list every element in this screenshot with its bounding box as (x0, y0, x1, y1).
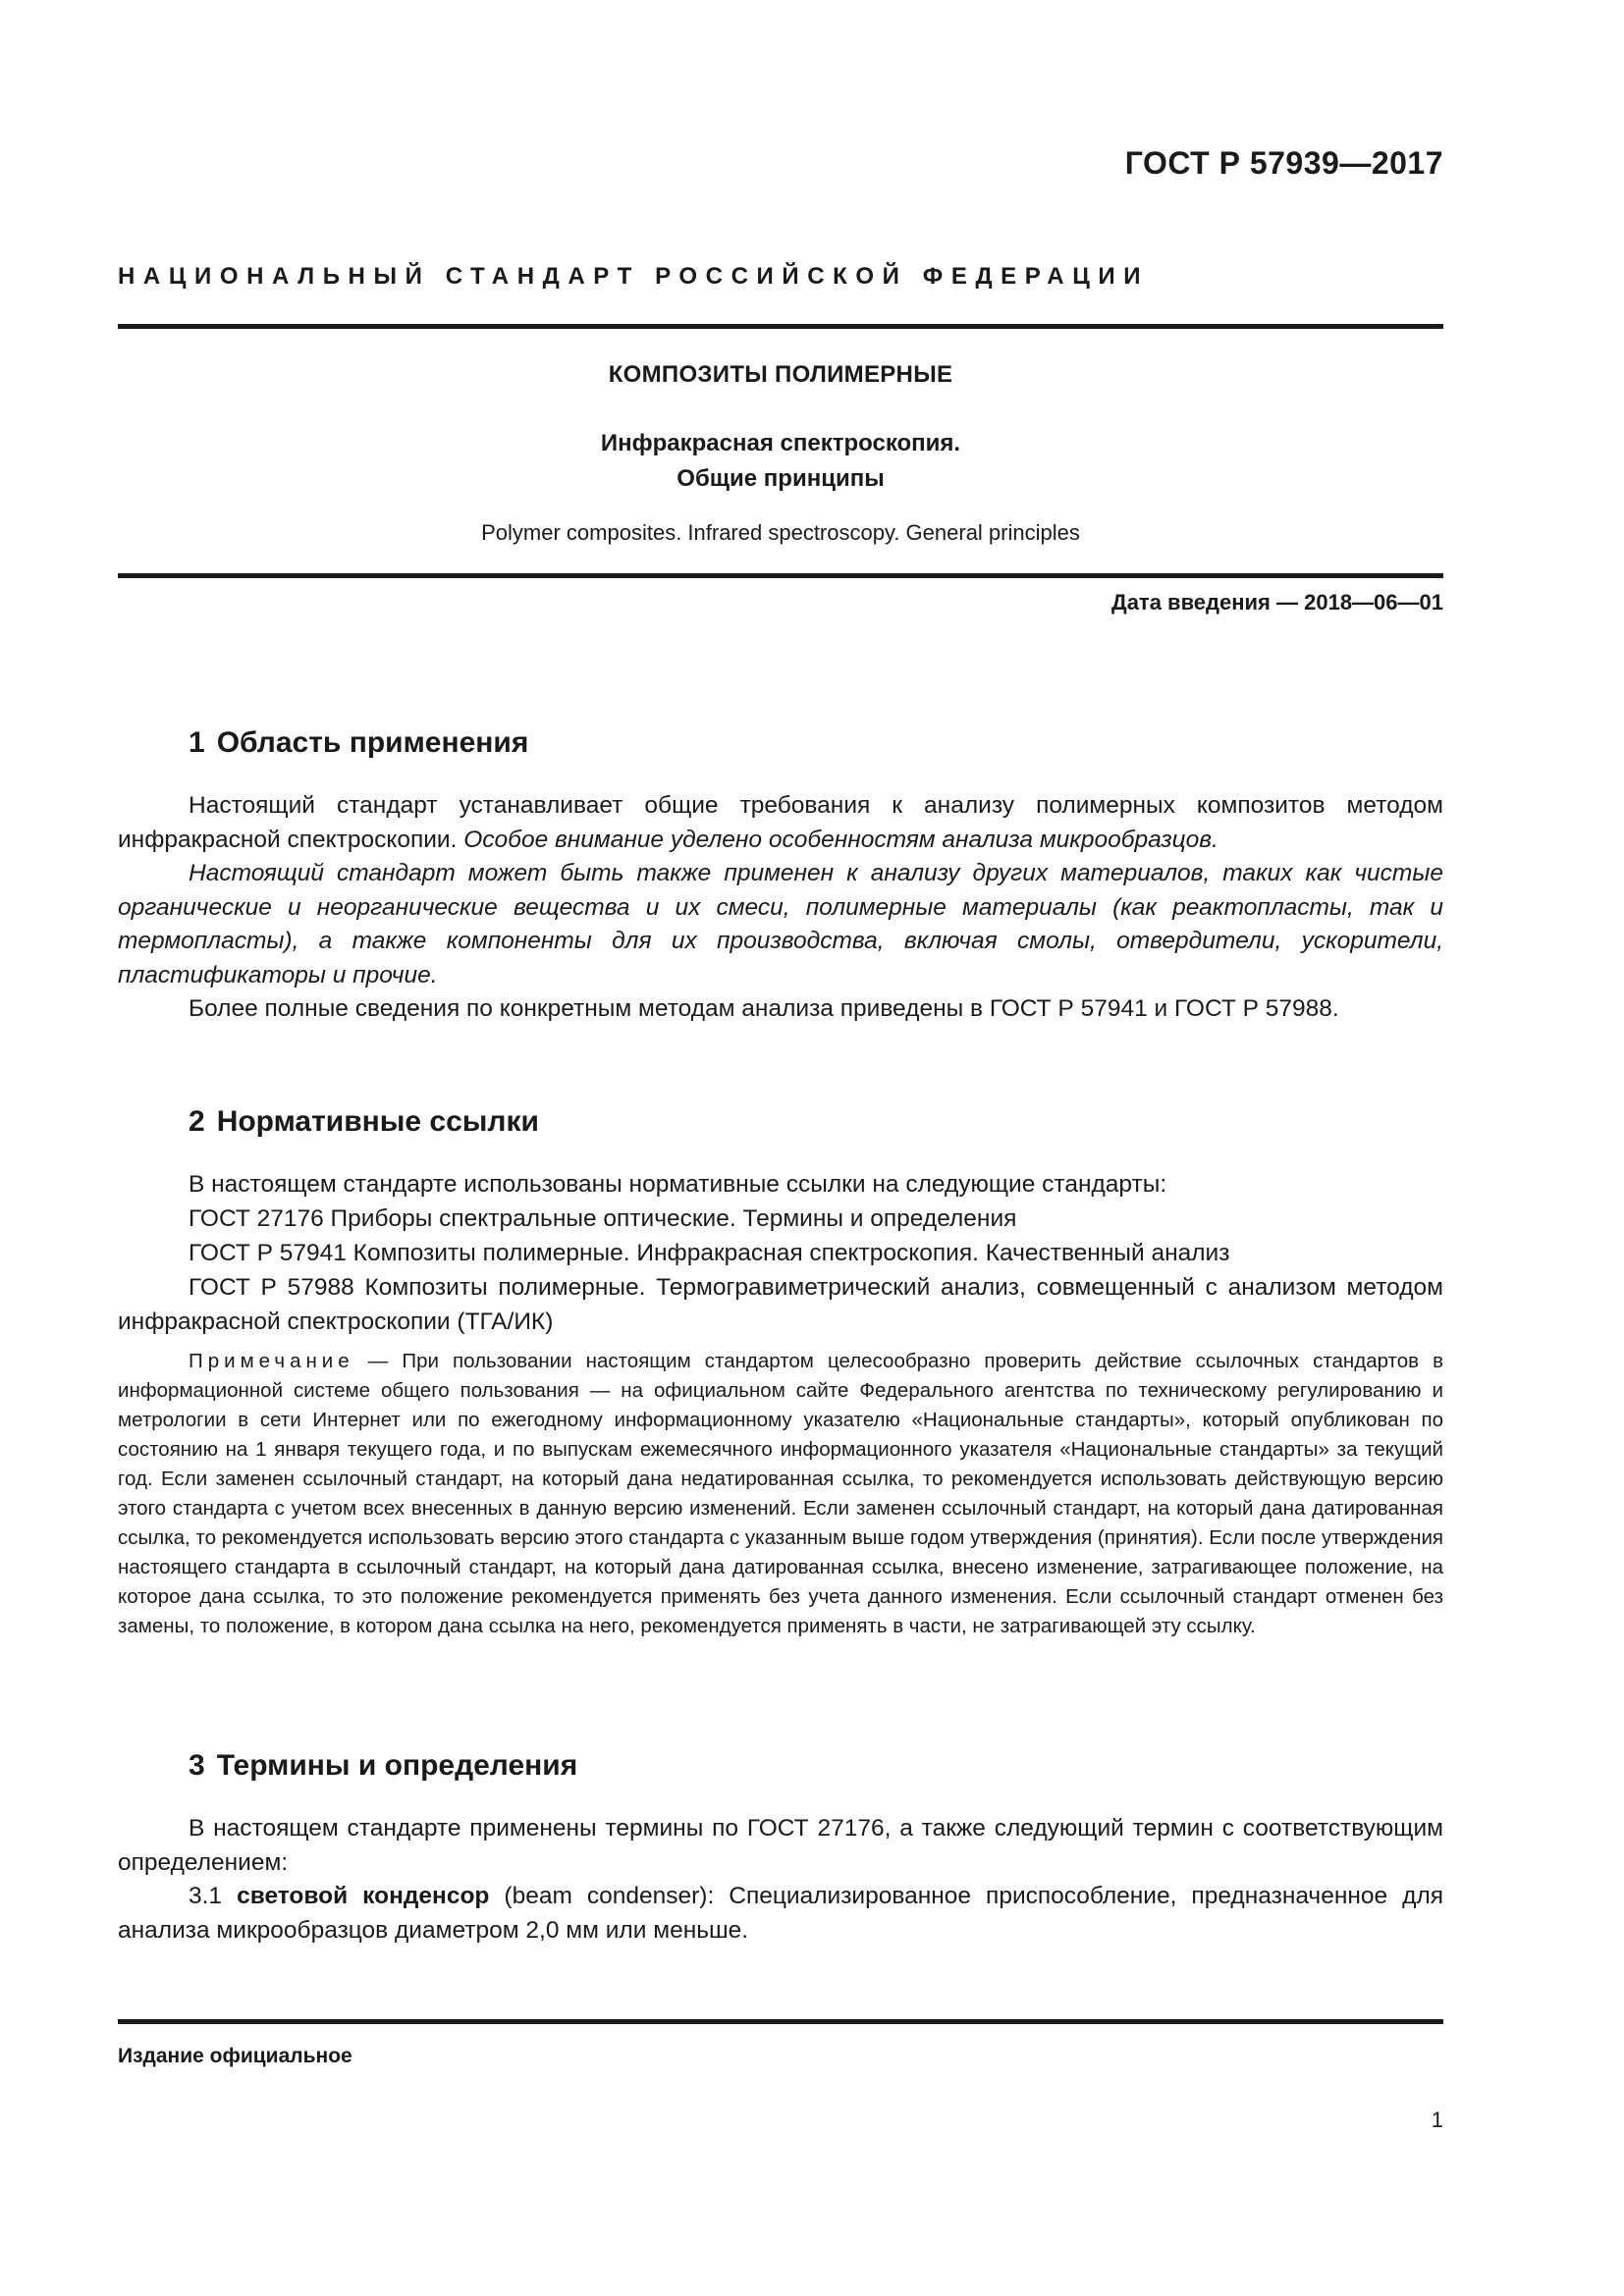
title-divider (118, 573, 1443, 578)
section-2-intro-text: В настоящем стандарте использованы нормативные ссылки на следующие стандарты: (189, 1171, 1167, 1198)
section-1-paragraph-1 (118, 789, 1443, 857)
section-2-number: 2 (189, 1105, 205, 1138)
introduction-date: Дата введения — 2018—06—01 (1111, 590, 1443, 614)
document-title: КОМПОЗИТЫ ПОЛИМЕРНЫЕ (608, 361, 953, 388)
reference-gost-r-57941: ГОСТ Р 57941 Композиты полимерные. Инфракрасная спектроскопия. Качественный анализ (189, 1240, 1230, 1266)
note-text: — При пользовании настоящим стандартом целесообразно проверить действие ссылочных стандартов в информационной системе общего пользования — на официальном сайте Федерального агентства по техническому регулированию и метрологии в сети Интернет или по ежегодному информационному указателю «Национальные стандарты», который опубликован по состоянию на 1 января текущего года, и по выпускам ежемесячного информационного указателя «Национальные стандарты» за текущий год. Если заменен ссылочный стандарт, на который дана недатированная ссылка, то рекомендуется использовать действующую версию этого стандарта с учетом всех внесенных в данную версию изменений. Если заменен ссылочный стандарт, на который дана датированная ссылка, то рекомендуется использовать версию этого стандарта с указанным выше годом утверждения (принятия). Если после утверждения настоящего стандарта в ссылочный стандарт, на который дана датированная ссылка, внесено изменение, затрагивающее положение, на которое дана ссылка, то это положение рекомендуется применять без учета данного изменения. Если ссылочный стандарт отменен без замены, то положение, в котором дана ссылка на него, рекомендуется применять в части, не затрагивающей эту ссылку. (118, 1350, 1443, 1637)
section-2-intro (118, 1168, 1443, 1202)
official-edition-label: Издание официальное (118, 2045, 352, 2067)
reference-item (118, 1237, 1443, 1271)
term-name: световой конденсор (237, 1883, 490, 1909)
term-number: 3.1 (189, 1883, 223, 1909)
section-1-title: Область применения (216, 726, 529, 759)
section-1-p3-text: Более полные сведения по конкретным методам анализа приведены в ГОСТ Р 57941 и ГОСТ Р 57988. (189, 995, 1339, 1022)
subtitle-line-2: Общие принципы (677, 465, 885, 492)
document-page (118, 0, 1443, 2296)
section-1-paragraph-2 (118, 857, 1443, 992)
top-divider (118, 324, 1443, 329)
note-label: Примечание (189, 1350, 354, 1372)
section-3-title: Термины и определения (216, 1749, 578, 1782)
subtitle-line-1: Инфракрасная спектроскопия. (600, 430, 961, 456)
section-2-note (118, 1347, 1443, 1641)
english-title: Polymer composites. Infrared spectroscopy. General principles (481, 520, 1080, 545)
term-definition-text: Специализированное приспособление, предназначенное для анализа микрообразцов диаметром 2,0 мм или меньше. (118, 1883, 1444, 1944)
footer-divider (118, 2019, 1443, 2024)
national-standard-banner: НАЦИОНАЛЬНЫЙ СТАНДАРТ РОССИЙСКОЙ ФЕДЕРАЦИИ (118, 263, 1150, 290)
section-1-heading (189, 726, 528, 760)
document-number: ГОСТ Р 57939—2017 (1124, 145, 1443, 181)
reference-gost-r-57988: ГОСТ Р 57988 Композиты полимерные. Термогравиметрический анализ, совмещенный с анализом методом инфракрасной спектроскопии (ТГА/ИК) (118, 1274, 1443, 1335)
page-number: 1 (1431, 2108, 1443, 2132)
term-definition (118, 1880, 1443, 1948)
section-3-number: 3 (189, 1749, 205, 1782)
section-1-p1-text: Настоящий стандарт устанавливает общие требования к анализу полимерных композитов методом инфракрасной спектроскопии. (118, 792, 1443, 853)
reference-gost-27176: ГОСТ 27176 Приборы спектральные оптические. Термины и определения (189, 1205, 1017, 1232)
section-2-title: Нормативные ссылки (216, 1105, 539, 1138)
section-1-paragraph-3 (118, 992, 1443, 1027)
section-3-heading (189, 1749, 577, 1783)
section-2-heading (189, 1105, 539, 1139)
document-subtitle (118, 426, 1443, 497)
section-3-intro-text: В настоящем стандарте применены термины по ГОСТ 27176, а также следующий термин с соответствующим определением: (118, 1815, 1443, 1876)
reference-item (118, 1202, 1443, 1237)
reference-item (118, 1271, 1443, 1339)
term-english: (beam condenser): (504, 1883, 715, 1909)
section-1-number: 1 (189, 726, 205, 759)
section-1-p1-italic: Особое внимание уделено особенностям анализа микрообразцов. (463, 826, 1218, 853)
section-1-p2-italic: Настоящий стандарт может быть также применен к анализу других материалов, таких как чистые органические и неорганические вещества и их смеси, полимерные материалы (как реактопласты, так и термопласты), а также компоненты для их производства, включая смолы, отвердители, ускорители, пластификаторы и прочие. (118, 860, 1443, 988)
section-3-intro (118, 1812, 1443, 1880)
